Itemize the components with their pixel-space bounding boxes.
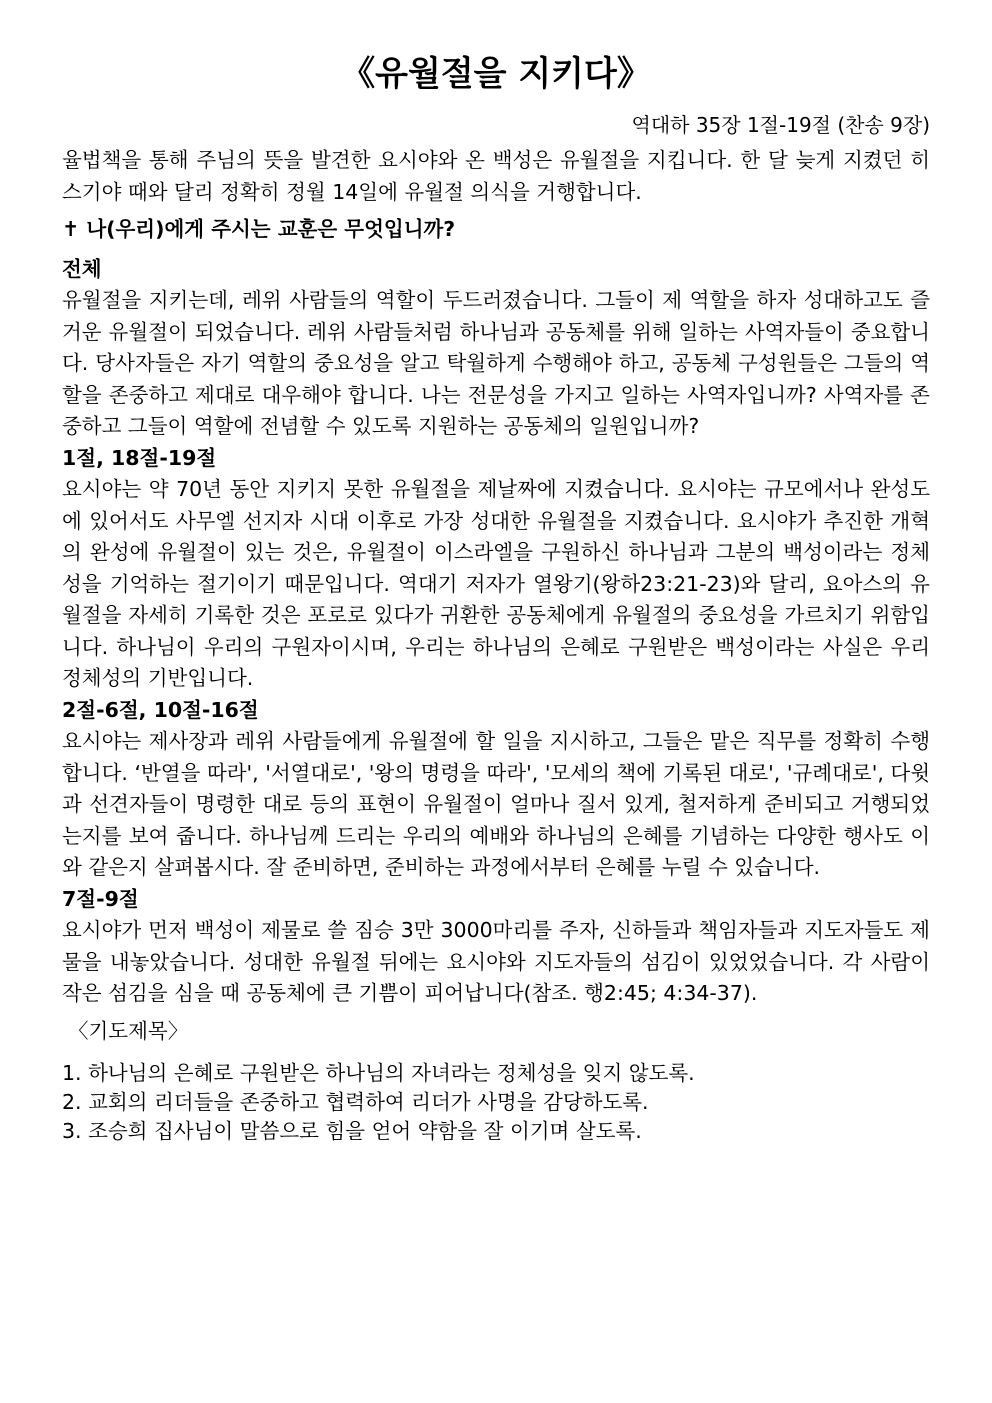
section-verses-1-18-19 bbox=[62, 443, 930, 695]
section-verses-2-6-10-16 bbox=[62, 695, 930, 884]
prayer-section bbox=[62, 1016, 930, 1147]
section-text: 요시야는 약 70년 동안 지키지 못한 유월절을 제날짜에 지켰습니다. 요시야는 규모에서나 완성도에 있어서도 사무엘 선지자 시대 이후로 가장 성대한 유월절을 지켰습니다. 요시야가 추진한 개혁의 완성에 유월절이 있는 것은, 유월절이 이스라엘을 구원하신 하나님과 그분의 백성이라는 정체성을 기억하는 절기이기 때문입니다. 역대기 저자가 열왕기(왕하23:21-23)와 달리, 요아스의 유월절을 자세히 기록한 것은 포로로 있다가 귀환한 공동체에게 유월절의 중요성을 가르치기 위함입니다. 하나님이 우리의 구원자이시며, 우리는 하나님의 은혜로 구원받은 백성이라는 사실은 우리 정체성의 기반입니다. bbox=[62, 477, 930, 690]
prayer-item: 3. 조승희 집사님이 말씀으로 힘을 얻어 약함을 잘 이기며 살도록. bbox=[62, 1119, 642, 1143]
prayer-item: 1. 하나님의 은혜로 구원받은 하나님의 자녀라는 정체성을 잊지 않도록. bbox=[62, 1061, 695, 1085]
page-title: 《유월절을 지키다》 bbox=[341, 54, 651, 94]
prayer-title: 〈기도제목〉 bbox=[68, 1018, 189, 1043]
lesson-question: ✝ 나(우리)에게 주시는 교훈은 무엇입니까? bbox=[62, 217, 456, 241]
section-heading: 1절, 18절-19절 bbox=[62, 445, 217, 470]
section-verses-7-9 bbox=[62, 884, 930, 1010]
section-overall bbox=[62, 254, 930, 443]
section-heading: 2절-6절, 10절-16절 bbox=[62, 697, 259, 722]
prayer-list bbox=[62, 1059, 930, 1146]
section-heading: 전체 bbox=[62, 256, 102, 281]
section-text: 요시야가 먼저 백성이 제물로 쓸 짐승 3만 3000마리를 주자, 신하들과 책임자들과 지도자들도 제물을 내놓았습니다. 성대한 유월절 뒤에는 요시야와 지도자들의 섬김이 있었었습니다. 각 사람이 작은 섬김을 심을 때 공동체에 큰 기쁨이 피어납니다(참조. 행2:45; 4:34-37). bbox=[62, 918, 930, 1005]
document-body bbox=[62, 145, 930, 1146]
scripture-reference: 역대하 35장 1절-19절 (찬송 9장) bbox=[631, 113, 930, 137]
intro-paragraph: 율법책을 통해 주님의 뜻을 발견한 요시야와 온 백성은 유월절을 지킵니다. 한 달 늦게 지켰던 히스기야 때와 달리 정확히 정월 14일에 유월절 의식을 거행합니다. bbox=[62, 148, 930, 204]
section-text: 요시야는 제사장과 레위 사람들에게 유월절에 할 일을 지시하고, 그들은 맡은 직무를 정확히 수행합니다. ‘반열을 따라', '서열대로', '왕의 명령을 따라', '모세의 책에 기록된 대로', '규례대로', 다윗과 선견자들이 명령한 대로 등의 표현이 유월절이 얼마나 질서 있게, 철저하게 준비되고 거행되었는지를 보여 줍니다. 하나님께 드리는 우리의 예배와 하나님의 은혜를 기념하는 다양한 행사도 이와 같은지 살펴봅시다. 잘 준비하면, 준비하는 과정에서부터 은혜를 누릴 수 있습니다. bbox=[62, 729, 930, 879]
prayer-item: 2. 교회의 리더들을 존중하고 협력하여 리더가 사명을 감당하도록. bbox=[62, 1090, 649, 1114]
section-text: 유월절을 지키는데, 레위 사람들의 역할이 두드러졌습니다. 그들이 제 역할을 하자 성대하고도 즐거운 유월절이 되었습니다. 레위 사람들처럼 하나님과 공동체를 위해 일하는 사역자들이 중요합니다. 당사자들은 자기 역할의 중요성을 알고 탁월하게 수행해야 하고, 공동체 구성원들은 그들의 역할을 존중하고 제대로 대우해야 합니다. 나는 전문성을 가지고 일하는 사역자입니까? 사역자를 존중하고 그들이 역할에 전념할 수 있도록 지원하는 공동체의 일원입니까? bbox=[62, 288, 930, 438]
section-heading: 7절-9절 bbox=[62, 886, 139, 911]
